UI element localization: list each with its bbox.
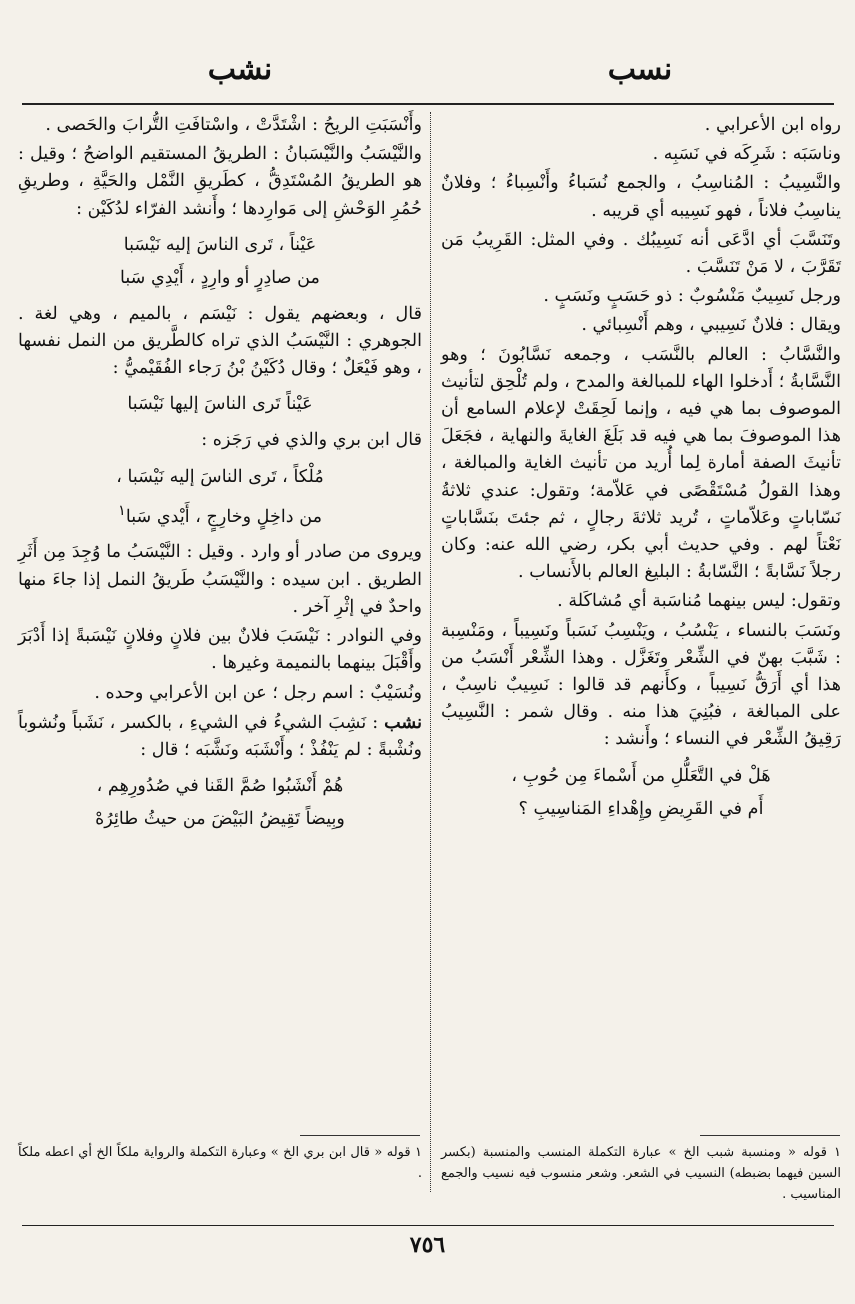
left-headword: نشب: [207, 52, 273, 87]
paragraph: والنَّيْسَبُ والنَّيْسَبانُ : الطريقُ المستقيم الواضحُ ؛ وقيل : هو الطريقُ المُسْتَدِقُّ ، كطَريقِ النَّمْل والحَيَّةِ ، وطريقِ حُمُرِ الوَحْشِ إلى مَوارِدها ؛ وأَنشد الفرّاء لدُكَيْن :: [18, 144, 422, 219]
paragraph: قال ابن بري والذي في رَجَزه :: [201, 430, 422, 451]
poetry-verse: [18, 388, 422, 421]
verse-line: وبِيضاً تَقِيضُ البَيْضَ من حيثُ طائِرُهْ: [95, 809, 345, 830]
footnote-rule: [700, 1135, 840, 1136]
poetry-verse: [18, 229, 422, 295]
poetry-verse: [441, 760, 841, 826]
left-column: [18, 112, 422, 842]
paragraph: وتقول: ليس بينهما مُناسَبة أي مُشاكَلة .: [557, 591, 841, 612]
header-rule: [22, 103, 834, 105]
verse-line: عَيْناً تَرى الناسَ إليها نَيْسَبا: [127, 394, 313, 415]
page-number: ٧٥٦: [409, 1232, 446, 1258]
footnote-rule: [300, 1135, 420, 1136]
verse-line: عَيْناً ، تَرى الناسَ إليه نَيْسَبا: [123, 234, 317, 255]
footnote-right: ١ قوله « ومنسبة شبب الخ » عبارة التكملة المنسب والمنسبة (بكسر السين فيهما بضبطه) النسيب في الشعر. وشعر منسوب فيه نسيب والجمع المناسيب .: [441, 1145, 841, 1202]
footer-rule: [22, 1225, 834, 1226]
entry-paragraph: [18, 709, 422, 764]
right-headword: نسب: [607, 52, 673, 87]
paragraph: وفي النوادر : نَيْسَبَ فلانٌ بين فلانٍ وفلانٍ نَيْسَبةً إذا أَدْبَرَ وأَقْبَلَ بينهما بالنميمة وغيرها .: [18, 626, 422, 674]
paragraph: ونُسَيْبٌ : اسم رجل ؛ عن ابن الأعرابي وحده .: [94, 682, 422, 703]
paragraph: ونَسَبَ بالنساء ، يَنْسُبُ ، ويَنْسِبُ نَسَباً ونَسِيباً ، ومَنْسِبة : شَبَّبَ بهنّ في الشِّعْر وتَغَزَّل . وهذا الشِّعْر أَنْسَبُ من هذا أي أَرَقُّ نَسِيباً ، وكأَنهم قد قالوا : نَسِيبٌ ناسِبٌ ، على المبالغة ، فبُنِيَ هذا منه . وقال شمر : النَّسِيبُ رَقِيقُ الشِّعْر في النساء ؛ وأَنشد :: [441, 620, 841, 750]
paragraph: ويقال : فلانٌ نَسِيبي ، وهم أَنْسِبائي .: [581, 315, 841, 336]
column-divider: [430, 112, 431, 1192]
paragraph: وأَنْسَبَتِ الريحُ : اشْتَدَّتْ ، واسْتافَتِ التُّرابَ والحَصى .: [45, 115, 422, 135]
paragraph: والنَّسَّابُ : العالم بالنَّسَب ، وجمعه نَسَّابُونَ ؛ وهو النَّسَّابةُ ؛ أَدخلوا الهاء للمبالغة والمدح ، ولم تُلْحِق لتأنيث الموصوف بما هي فيه ، وإنما لَحِقَتْ لإعلام السامع أن هذا الموصوفَ بما هي فيه قد بَلَغَ الغايةَ والنهاية ، فجَعَلَ تأنيثَ الصفة أمارة لِما أُريد من تأنيث الغاية والمبالغة ، وهذا القولُ مُسْتَقْصًى في عَلاّمة؛ وتقول: عندي ثلاثةُ نَسّاباتٍ وعَلاّماتٍ ، تُريد ثلاثةَ رجالٍ ، ثم جئتَ بنَسَّاباتٍ نَعْتاً لهم . وفي حديث أبي بكر، رضي الله عنه: وكان رجلاً نَسَّابةً ؛ النَّسّابةُ : البليغ العالم بالأَنساب .: [441, 344, 841, 583]
paragraph: وتَنَسَّبَ أي ادَّعَى أنه نَسِيبُك . وفي المثل: القَرِيبُ مَن تَقَرَّبَ ، لا مَنْ تَنَسَّبَ .: [441, 229, 841, 278]
verse-line: هُمْ أَنْشَبُوا صُمَّ القَنا في صُدُورِهِم ،: [96, 776, 344, 797]
entry-text: : نَشِبَ الشيءُ في الشيءِ ، بالكسر ، نَشَباً ونُشوباً ونُشْبةً : لم يَنْفُذْ ؛ وأَنْشَبَه ونَشَّبَه ؛ قال :: [18, 712, 422, 760]
paragraph: ويروى من صادر أو وارد . وقيل : النَّيْسَبُ ما وُجِدَ مِن أَثَرِ الطريق . ابن سيده : والنَّيْسَبُ طَريقُ النمل إذا جاءَ منها واحدٌ في إثْرِ آخر .: [18, 542, 422, 617]
verse-line: [18, 494, 422, 534]
paragraph: والنَّسِيبُ : المُناسِبُ ، والجمع نُسَباءُ وأَنْسِباءُ ؛ وفلانٌ يناسِبُ فلاناً ، فهو نَسِيبه أي قريبه .: [441, 173, 841, 221]
footnote-left: ١ قوله « قال ابن بري الخ » وعبارة التكملة والرواية ملكاً الخ أي اعطه ملكاً .: [18, 1145, 422, 1181]
paragraph: رواه ابن الأعرابي .: [704, 115, 841, 135]
right-column: [441, 112, 841, 832]
verse-text: من داخِلٍ وخارِجٍ ، أَيْدي سَبا: [125, 506, 323, 527]
entry-headword: نشب: [384, 711, 423, 733]
poetry-verse: [18, 770, 422, 836]
verse-line: هَلْ في التَّعَلُّلِ من أَسْماءَ مِن حُوبِ ،: [511, 765, 771, 786]
paragraph: قال ، وبعضهم يقول : نَيْسَم ، بالميم ، وهي لغة . الجوهري : النَّيْسَبُ الذي تراه كالطَّريق من النمل نفسها ، وهو فَيْعَلٌ ؛ وقال دُكَيْنُ بْنُ رَجاء الفُقَيْميُّ :: [18, 303, 422, 379]
verse-line: أَم في القَرِيضِ وإِهْداءِ المَناسِيبِ ؟: [518, 798, 764, 819]
paragraph: ورجل نَسِيبٌ مَنْسُوبٌ : ذو حَسَبٍ ونَسَبٍ .: [543, 286, 841, 307]
poetry-verse: [18, 461, 422, 534]
verse-line: من صادِرٍ أو وارِدٍ ، أَيْدِي سَبا: [120, 267, 320, 288]
paragraph: وناسَبَه : شَرِكَه في نَسَبِه .: [652, 144, 841, 165]
verse-line: مُلْكاً ، تَرى الناسَ إليه نَيْسَبا ،: [116, 466, 324, 487]
footnote-marker: ١: [117, 501, 126, 519]
